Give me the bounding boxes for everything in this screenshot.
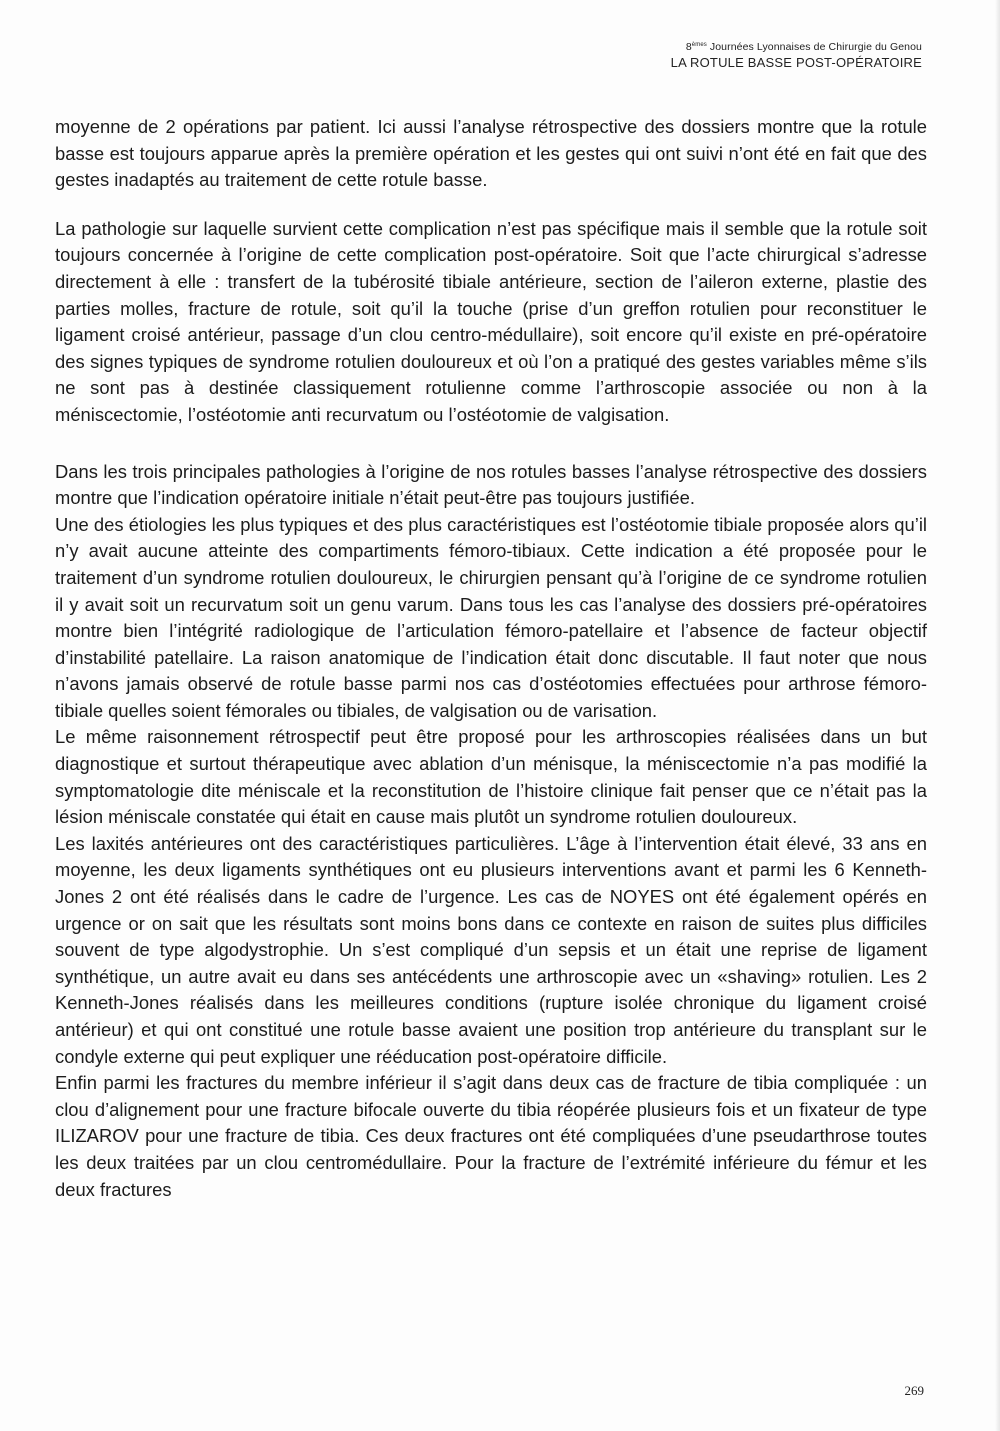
paragraph-7: Enfin parmi les fractures du membre inférieur il s’agit dans deux cas de fracture de tibia compliquée : un clou d’alignement pour une fracture bifocale ouverte du tibia réopérée plusieurs fois et un fixateur de type ILIZAROV pour une fracture de tibia. Ces deux fractures ont été compliquées d’une pseudarthrose toutes les deux traitées par un clou centromédullaire. Pour la fracture de l’extrémité inférieure du fémur et les deux fractures xyxy=(55,1072,927,1200)
running-header xyxy=(671,38,922,72)
paragraph-4: Une des étiologies les plus typiques et des plus caractéristiques est l’ostéotomie tibiale proposée alors qu’il n’y avait aucune atteinte des compartiments fémoro-tibiaux. Cette indication a été proposée pour le traitement d’un syndrome rotulien douloureux, le chirurgien pensant qu’à l’origine de ce syndrome rotulien il y avait soit un recurvatum soit un genu varum. Dans tous les cas l’analyse des dossiers pré-opératoires montre bien l’intégrité radiologique de l’articulation fémoro-patellaire et l’absence de facteur objectif d’instabilité patellaire. La raison anatomique de l’indication était donc discutable. Il faut noter que nous n’avons jamais observé de rotule basse parmi nos cas d’ostéotomies effectuées pour arthrose fémoro-tibiale quelles soient fémorales ou tibiales, de valgisation ou de varisation. xyxy=(55,513,927,721)
paragraph-5: Le même raisonnement rétrospectif peut être proposé pour les arthroscopies réalisées dans un but diagnostique et surtout thérapeutique avec ablation d’un ménisque, la méniscectomie n’a pas modifié la symptomatologie dite méniscale et la reconstitution de l’histoire clinique fait penser que ce n’était pas la lésion méniscale constatée qui était en cause mais plutôt un syndrome rotulien douloureux. xyxy=(55,726,927,828)
paragraph-2: La pathologie sur laquelle survient cette complication n’est pas spécifique mais il semble que la rotule soit toujours concernée à l’origine de cette complication post-opératoire. Soit que l’acte chirurgical s’adresse directement à elle : transfert de la tubérosité tibiale antérieure, section de l’aileron externe, plastie des parties molles, fracture de rotule, soit qu’il la touche (prise d’un greffon rotulien pour reconstituer le ligament croisé antérieur, passage d’un clou centro-médullaire), soit encore qu’il existe en pré-opératoire des signes typiques de syndrome rotulien douloureux et où l’on a pratiqué des gestes variables même s’ils ne sont pas à destinée classiquement rotulienne comme l’arthroscopie associée ou non à la méniscectomie, l’ostéotomie anti recurvatum ou l’ostéotomie de valgisation. xyxy=(55,217,927,425)
body-text xyxy=(55,114,927,1203)
paragraph-1: moyenne de 2 opérations par patient. Ici aussi l’analyse rétrospective des dossiers montre que la rotule basse est toujours apparue après la première opération et les gestes qui ont suivi n’ont été en fait que des gestes inadaptés au traitement de cette rotule basse. xyxy=(55,116,927,191)
paragraph-6: Les laxités antérieures ont des caractéristiques particulières. L’âge à l’intervention était élevé, 33 ans en moyenne, les deux ligaments synthétiques ont eu plusieurs interventions avant et parmi les 6 Kenneth-Jones 2 ont été réalisés dans le cadre de l’urgence. Les cas de NOYES ont été également opérés en urgence or on sait que les résultats sont moins bons dans ce contexte en raison de suites plus difficiles souvent de type algodystrophie. Un s’est compliqué d’un sepsis et un était une reprise de ligament synthétique, un autre avait eu dans ses antécédents une arthroscopie avec un «shaving» rotulien. Les 2 Kenneth-Jones réalisés dans les meilleures conditions (rupture isolée chronique du ligament croisé antérieur) et qui ont constitué une rotule basse avaient une position trop antérieure du transplant sur le condyle externe qui peut expliquer une rééducation post-opératoire difficile. xyxy=(55,832,927,1067)
series-name: Journées Lyonnaises de Chirurgie du Genou xyxy=(706,41,922,53)
chapter-title: LA ROTULE BASSE POST-OPÉRATOIRE xyxy=(670,55,922,70)
series-superscript: èmes xyxy=(691,42,707,48)
paragraph-3: Dans les trois principales pathologies à l’origine de nos rotules basses l’analyse rétrospective des dossiers montre que l’indication opératoire initiale n’était peut-être pas toujours justifiée. xyxy=(55,460,927,509)
series-prefix: 8 xyxy=(685,41,692,53)
page-edge-shadow xyxy=(995,0,1000,1431)
series-title xyxy=(671,38,922,54)
page-number: 269 xyxy=(904,1383,924,1398)
